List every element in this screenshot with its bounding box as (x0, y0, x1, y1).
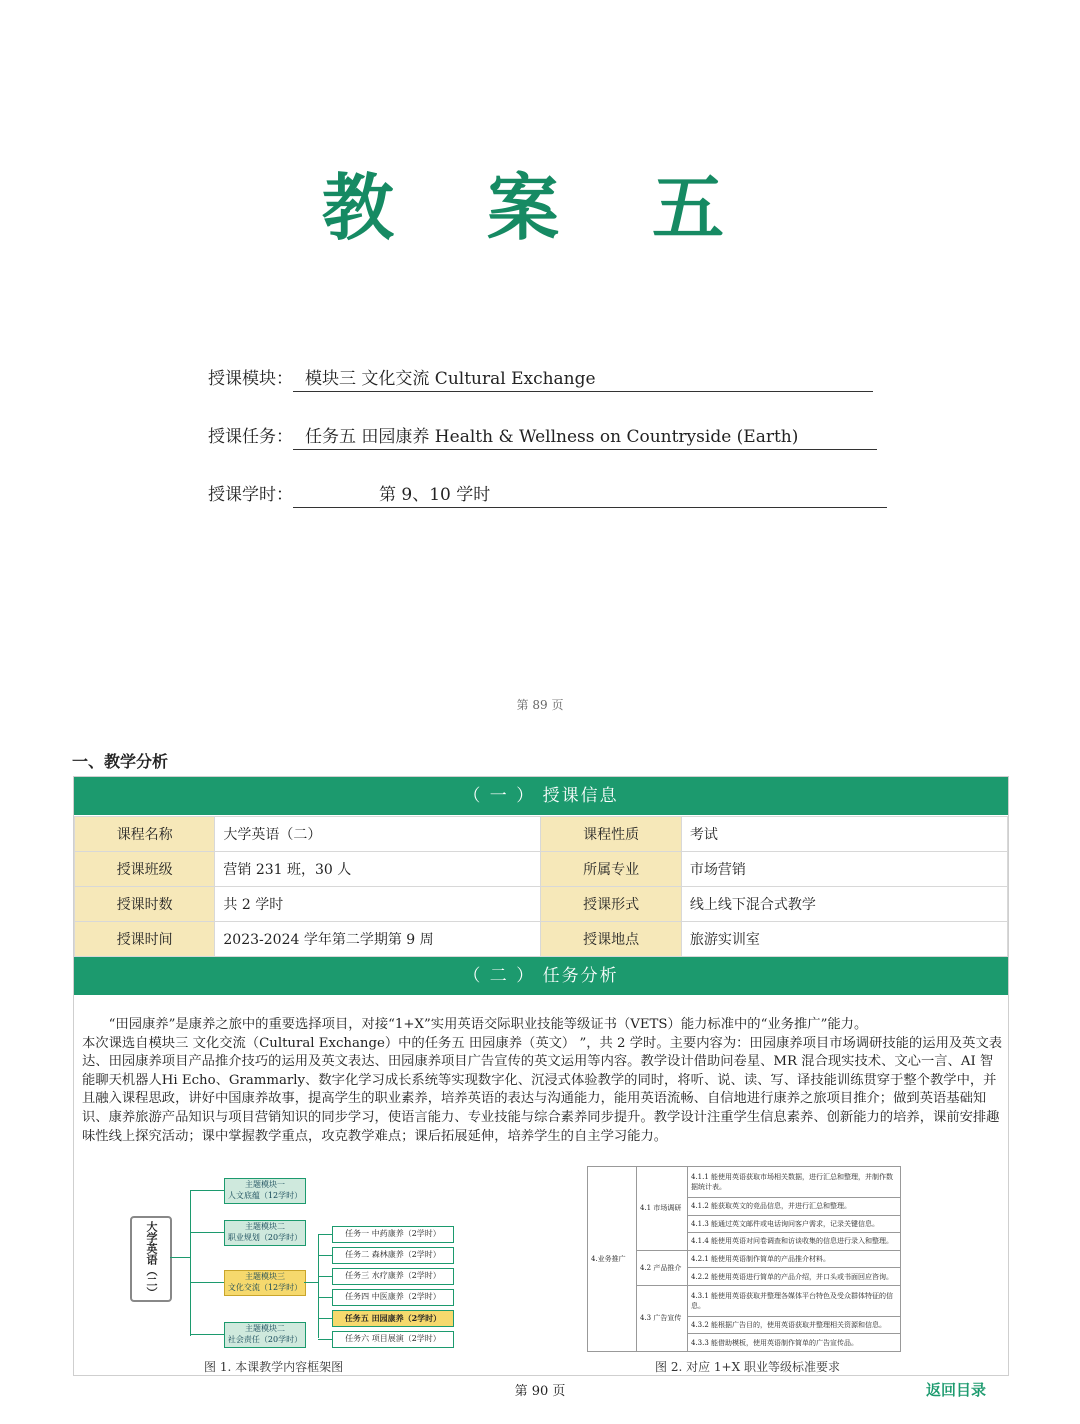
hours-label: 授课学时： (208, 485, 293, 505)
info-value: 考试 (681, 817, 1007, 852)
course-info-table (74, 816, 1008, 957)
course-info-bar: （ 一 ） 授课信息 (74, 777, 1008, 815)
module-sub: 文化交流（12学时） (227, 1283, 303, 1292)
info-key: 课程性质 (541, 817, 681, 852)
section-heading: 一、教学分析 (72, 752, 169, 771)
standard-group: 4.1 市场调研 (637, 1167, 688, 1251)
task-analysis-bar: （ 二 ） 任务分析 (74, 957, 1008, 995)
diagram-task: 任务一 中药康养（2学时） (332, 1226, 454, 1243)
standards-table (587, 1166, 901, 1352)
back-to-toc-link[interactable]: 返回目录 (926, 1381, 987, 1399)
task-value: 任务五 田园康养 Health & Wellness on Countryside (Earth) (293, 422, 877, 450)
info-value: 共 2 学时 (215, 887, 541, 922)
figure1-caption: 图 1. 本课教学内容框架图 (204, 1360, 344, 1374)
diagram-task: 任务六 项目展演（2学时） (332, 1331, 454, 1348)
info-row (75, 817, 1008, 852)
info-key: 所属专业 (541, 852, 681, 887)
task-label: 授课任务： (208, 427, 293, 447)
standard-item: 4.3.2 能根据广告目的，使用英语获取并整理相关资源和信息。 (688, 1316, 901, 1334)
module-sub: 职业规划（20学时） (227, 1233, 303, 1242)
info-row (75, 922, 1008, 957)
framework-diagram (120, 1170, 470, 1350)
analysis-paragraph-1: “田园康养”是康养之旅中的重要选择项目，对接“1+X”实用英语交际职业技能等级证书（VETS）能力标准中的“业务推广”能力。 (108, 1017, 868, 1032)
info-key: 授课班级 (75, 852, 215, 887)
info-value: 市场营销 (681, 852, 1007, 887)
info-key: 授课时数 (75, 887, 215, 922)
info-value: 大学英语（二） (215, 817, 541, 852)
module-sub: 人文底蕴（12学时） (227, 1191, 303, 1200)
standard-item: 4.3.3 能借助模板，使用英语制作简单的广告宣传品。 (688, 1334, 901, 1352)
info-value: 旅游实训室 (681, 922, 1007, 957)
standard-item: 4.3.1 能使用英语获取并整理各媒体平台特色及受众群体特征的信息。 (688, 1285, 901, 1316)
diagram-root: 大学英语（二） (130, 1216, 172, 1302)
diagram-module (224, 1178, 306, 1204)
diagram-task: 任务四 中医康养（2学时） (332, 1289, 454, 1306)
diagram-task: 任务三 水疗康养（2学时） (332, 1268, 454, 1285)
info-key: 授课时间 (75, 922, 215, 957)
diagram-task: 任务五 田园康养（2学时） (332, 1310, 454, 1327)
standard-row (588, 1167, 901, 1198)
standard-item: 4.1.3 能通过英文邮件或电话询问客户需求，记录关键信息。 (688, 1215, 901, 1233)
module-name: 主题模块一 (245, 1180, 285, 1189)
standard-group: 4.3 广告宣传 (637, 1285, 688, 1351)
info-key: 课程名称 (75, 817, 215, 852)
module-label: 授课模块： (208, 369, 293, 389)
hours-field (208, 480, 887, 508)
info-key: 授课形式 (541, 887, 681, 922)
module-value: 模块三 文化交流 Cultural Exchange (293, 364, 873, 392)
info-value: 2023-2024 学年第二学期第 9 周 (215, 922, 541, 957)
task-analysis-text (82, 1016, 1006, 1146)
diagram-task: 任务二 森林康养（2学时） (332, 1247, 454, 1264)
analysis-paragraph-2: 本次课选自模块三 文化交流（Cultural Exchange）中的任务五 田园康养（英文） ”，共 2 学时。主要内容为：田园康养项目市场调研技能的运用及英文表达、田园康养项目产品推介技巧的运用及英文表达、田园康养项目广告宣传的英文运用等内容。教学设计借助问卷星、MR 混合现实技术、文心一言、AI 智能聊天机器人Hi Echo、Grammarly、数字化学习成长系统等实现数字化、沉浸式体验教学的同时，将听、说、读、写、译技能训练贯穿于整个教学中，并且融入课程思政，讲好中国康养故事，提高学生的职业素养，培养英语的表达与沟通能力，能用英语流畅、自信地进行康养之旅项目推介；做到英语基础知识、康养旅游产品知识与项目营销知识的同步学习，使语言能力、专业技能与综合素养同步提升。教学设计注重学生信息素养、创新能力的培养，课前安排趣味性线上探究活动；课中掌握教学重点，攻克教学难点；课后拓展延伸，培养学生的自主学习能力。 (82, 1035, 1003, 1144)
diagram-module (224, 1270, 306, 1296)
module-name: 主题模块二 (245, 1324, 285, 1333)
figure2-caption: 图 2. 对应 1+X 职业等级标准要求 (655, 1360, 840, 1374)
page-number: 第 90 页 (514, 1384, 566, 1399)
hours-value: 第 9、10 学时 (293, 480, 887, 508)
info-row (75, 887, 1008, 922)
diagram-module (224, 1220, 306, 1246)
standard-item: 4.2.2 能使用英语进行简单的产品介绍，并口头或书面回应咨询。 (688, 1268, 901, 1286)
task-field (208, 422, 877, 450)
diagram-module (224, 1322, 306, 1348)
module-name: 主题模块二 (245, 1222, 285, 1231)
module-sub: 社会责任（20学时） (227, 1335, 303, 1344)
info-value: 营销 231 班，30 人 (215, 852, 541, 887)
previous-page-number: 第 89 页 (516, 698, 564, 712)
standard-item: 4.1.4 能使用英语对问卷调查和访谈收集的信息进行录入和整理。 (688, 1233, 901, 1251)
info-key: 授课地点 (541, 922, 681, 957)
standard-item: 4.1.1 能使用英语获取市场相关数据，进行汇总和整理，并制作数据统计表。 (688, 1167, 901, 1198)
standard-item: 4.2.1 能使用英语制作简单的产品推介材料。 (688, 1250, 901, 1268)
module-name: 主题模块三 (245, 1272, 285, 1281)
lesson-plan-title: 教 案 五 (321, 165, 759, 250)
standard-group: 4.2 产品推介 (637, 1250, 688, 1285)
standard-item: 4.1.2 能获取英文的竞品信息，并进行汇总和整理。 (688, 1198, 901, 1216)
info-row (75, 852, 1008, 887)
standard-root: 4.业务推广 (588, 1167, 637, 1352)
info-value: 线上线下混合式教学 (681, 887, 1007, 922)
module-field (208, 364, 873, 392)
